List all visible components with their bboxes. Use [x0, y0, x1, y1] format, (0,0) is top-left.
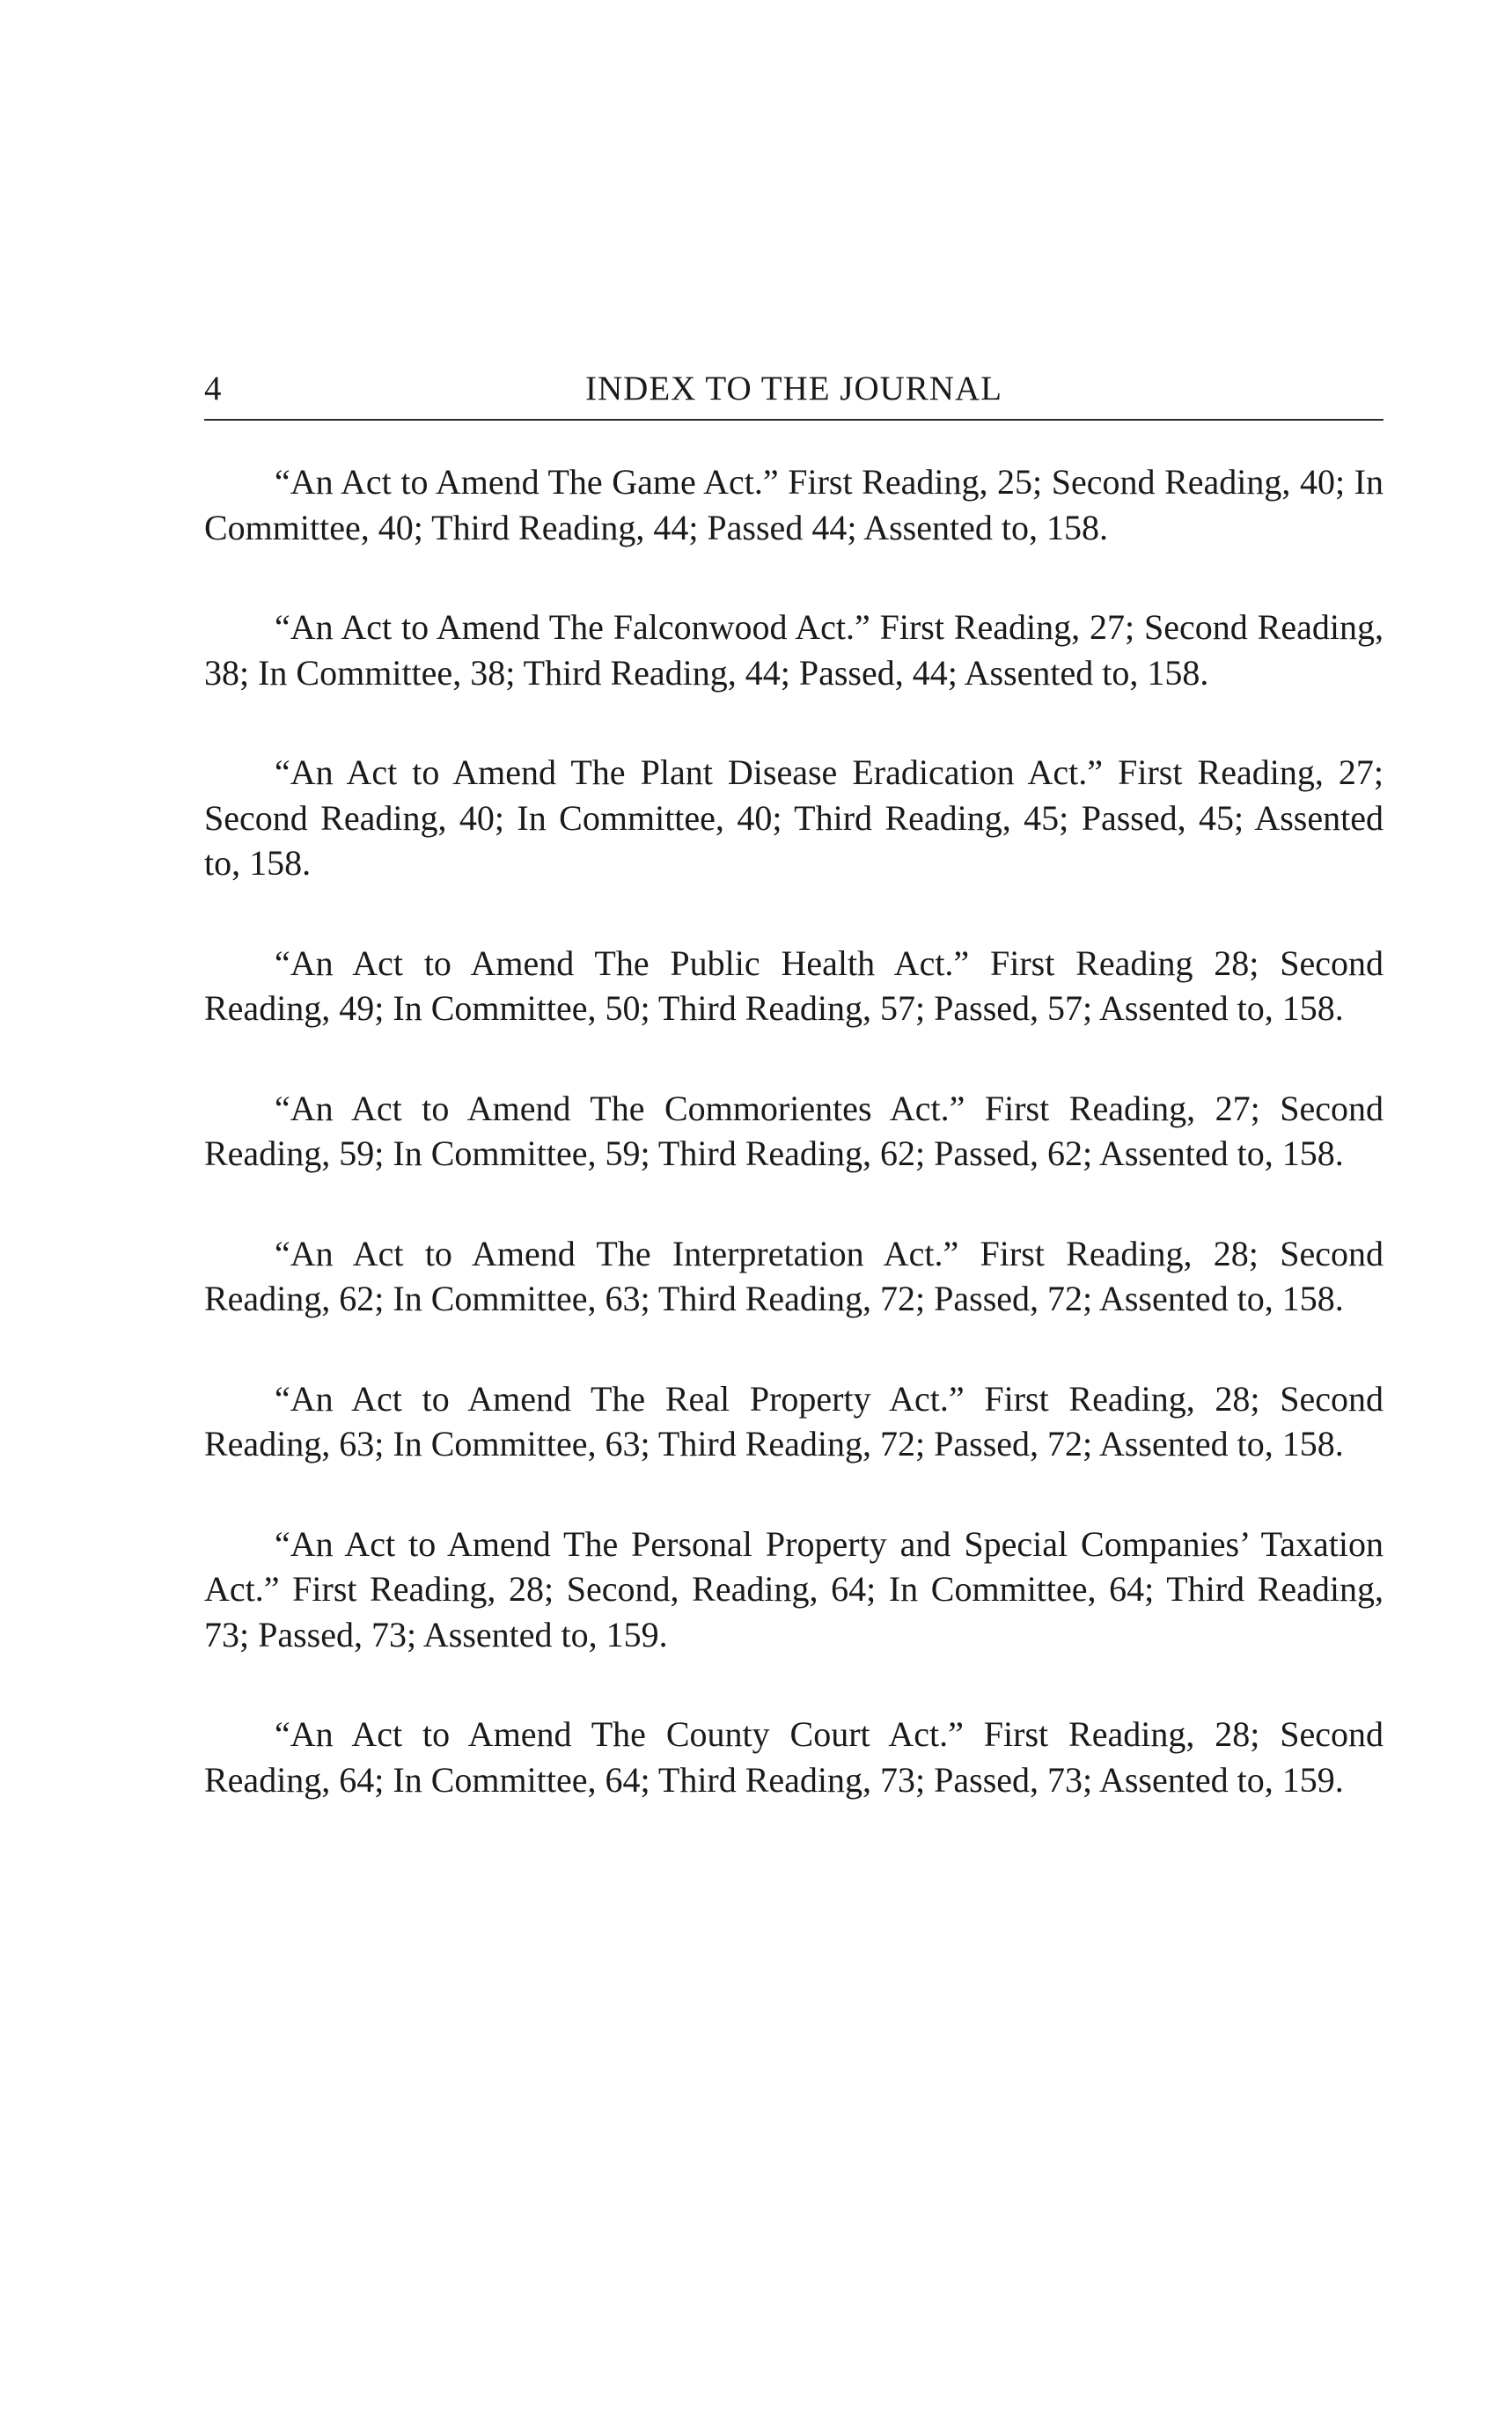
- journal-page: [204, 363, 1384, 1800]
- index-entry: “An Act to Amend The Interpretation Act.” First Reading, 28; Second Reading, 62; In Committee, 63; Third Reading, 72; Passed, 72; Assented to, 158.: [204, 1233, 1384, 1318]
- page-header: [204, 363, 1384, 415]
- index-entry: “An Act to Amend The Public Health Act.” First Reading 28; Second Reading, 49; In Committee, 50; Third Reading, 57; Passed, 57; Assented to, 158.: [204, 943, 1384, 1028]
- index-entry: “An Act to Amend The Falconwood Act.” First Reading, 27; Second Reading, 38; In Committee, 38; Third Reading, 44; Passed, 44; Assented to, 158.: [204, 607, 1384, 693]
- index-entry: “An Act to Amend The Game Act.” First Reading, 25; Second Reading, 40; In Committee, 40; Third Reading, 44; Passed 44; Assented to, 158.: [204, 462, 1384, 547]
- index-entry: “An Act to Amend The County Court Act.” First Reading, 28; Second Reading, 64; In Committee, 64; Third Reading, 73; Passed, 73; Assented to, 159.: [204, 1714, 1384, 1800]
- header-rule: [204, 419, 1384, 421]
- page-number: 4: [204, 370, 222, 407]
- index-entry: “An Act to Amend The Plant Disease Eradication Act.” First Reading, 27; Second Reading, 40; In Committee, 40; Third Reading, 45; Passed, 45; Assented to, 158.: [204, 752, 1384, 883]
- index-entry: “An Act to Amend The Real Property Act.” First Reading, 28; Second Reading, 63; In Committee, 63; Third Reading, 72; Passed, 72; Assented to, 158.: [204, 1378, 1384, 1463]
- index-entries: [204, 459, 1384, 1857]
- running-title: INDEX TO THE JOURNAL: [585, 370, 1002, 407]
- index-entry: “An Act to Amend The Personal Property and Special Companies’ Taxation Act.” First Reading, 28; Second, Reading, 64; In Committee, 64; Third Reading, 73; Passed, 73; Assented to, 159.: [204, 1523, 1384, 1654]
- index-entry: “An Act to Amend The Commorientes Act.” First Reading, 27; Second Reading, 59; In Committee, 59; Third Reading, 62; Passed, 62; Assented to, 158.: [204, 1088, 1384, 1173]
